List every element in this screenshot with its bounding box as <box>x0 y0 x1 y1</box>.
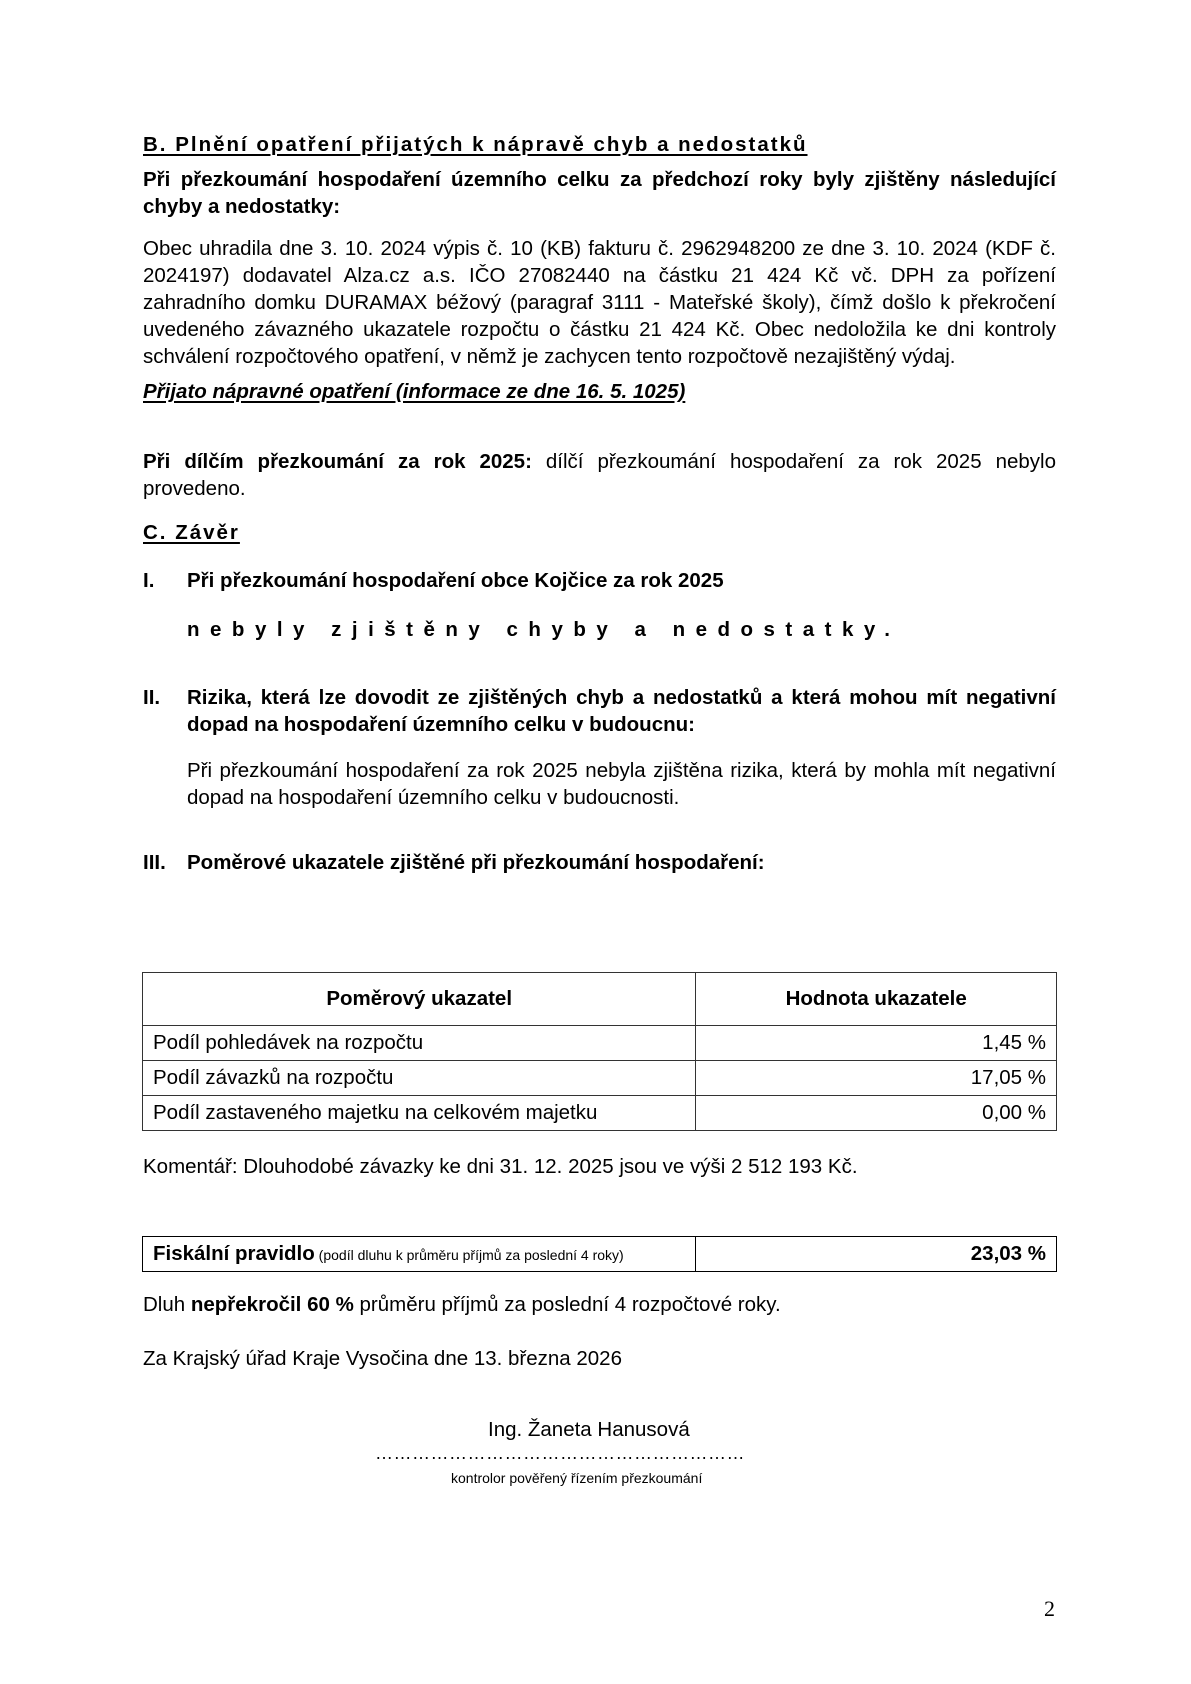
ratio-value: 1,45 % <box>696 1026 1057 1061</box>
table-row <box>143 1061 1057 1096</box>
item-i-title: Při přezkoumání hospodaření obce Kojčice za rok 2025 <box>187 569 724 592</box>
item-iii-number: III. <box>143 851 166 874</box>
table-row <box>143 1096 1057 1131</box>
signature-line: …………………………………………………… <box>375 1443 745 1463</box>
page-number: 2 <box>1044 1596 1055 1621</box>
item-ii-text: Při přezkoumání hospodaření za rok 2025 nebyla zjištěna rizika, která by mohla mít negativní dopad na hospodaření územního celku v budoucnosti. <box>187 759 1056 809</box>
fiscal-rule-table <box>142 1236 1057 1272</box>
fiscal-rule-value: 23,03 % <box>696 1237 1057 1272</box>
ratio-value: 17,05 % <box>696 1061 1057 1096</box>
section-c-heading: C. Závěr <box>143 521 240 544</box>
remedy-note <box>143 378 1056 405</box>
partial-review <box>143 448 1056 502</box>
section-b-heading: B. Plnění opatření přijatých k nápravě chyb a nedostatků <box>143 133 808 156</box>
ratio-header-indicator: Poměrový ukazatel <box>143 973 696 1026</box>
table-row <box>143 1026 1057 1061</box>
debt-suffix: průměru příjmů za poslední 4 rozpočtové roky. <box>353 1293 781 1316</box>
debt-prefix: Dluh <box>143 1293 191 1316</box>
ratio-table <box>142 972 1057 1131</box>
partial-review-text: dílčí přezkoumání hospodaření za rok 2025 nebylo provedeno. <box>143 450 1056 500</box>
ratio-table-header <box>143 973 1057 1026</box>
remedy-text: Přijato nápravné opatření (informace ze dne 16. 5. 1025) <box>143 380 686 403</box>
place-date: Za Krajský úřad Kraje Vysočina dne 13. března 2026 <box>143 1347 622 1370</box>
ratio-label: Podíl pohledávek na rozpočtu <box>143 1026 696 1061</box>
fiscal-rule-note: (podíl dluhu k průměru příjmů za poslední 4 roky) <box>314 1247 624 1263</box>
debt-statement <box>143 1291 1056 1318</box>
item-iii-title: Poměrové ukazatele zjištěné při přezkoumání hospodaření: <box>187 851 765 874</box>
ratio-label: Podíl závazků na rozpočtu <box>143 1061 696 1096</box>
section-b-finding: Obec uhradila dne 3. 10. 2024 výpis č. 10 (KB) fakturu č. 2962948200 ze dne 3. 10. 2024 (KDF č. 2024197) dodavatel Alza.cz a.s. IČO 27082440 na částku 21 424 Kč vč. DPH za pořízení zahradního domku DURAMAX béžový (paragraf 3111 - Mateřské školy), čímž došlo k překročení uvedeného závazného ukazatele rozpočtu o částku 21 424 Kč. Obec nedoložila ke dni kontroly schválení rozpočtového opatření, v němž je zachycen tento rozpočtově nezajištěný výdaj. <box>143 237 1056 368</box>
fiscal-rule-label-cell <box>143 1237 696 1272</box>
section-b-intro: Při přezkoumání hospodaření územního celku za předchozí roky byly zjištěny následující chyby a nedostatky: <box>143 168 1056 218</box>
ratio-value: 0,00 % <box>696 1096 1057 1131</box>
ratio-header-value: Hodnota ukazatele <box>696 973 1057 1026</box>
debt-bold: nepřekročil 60 % <box>190 1293 354 1316</box>
signature-role: kontrolor pověřený řízením přezkoumání <box>451 1470 703 1486</box>
signature-name: Ing. Žaneta Hanusová <box>488 1418 690 1441</box>
partial-review-label: Při dílčím přezkoumání za rok 2025: <box>143 450 532 473</box>
ratio-label: Podíl zastaveného majetku na celkovém majetku <box>143 1096 696 1131</box>
table-row <box>143 1237 1057 1272</box>
item-i-result: nebyly zjištěny chyby a nedostatky. <box>187 618 901 641</box>
comment: Komentář: Dlouhodobé závazky ke dni 31. 12. 2025 jsou ve výši 2 512 193 Kč. <box>143 1155 858 1178</box>
fiscal-rule-label: Fiskální pravidlo <box>153 1242 315 1265</box>
item-ii-title: Rizika, která lze dovodit ze zjištěných chyb a nedostatků a která mohou mít negativní dopad na hospodaření územního celku v budoucnu: <box>187 686 1056 736</box>
item-ii-number: II. <box>143 686 161 709</box>
item-i-number: I. <box>143 569 155 592</box>
